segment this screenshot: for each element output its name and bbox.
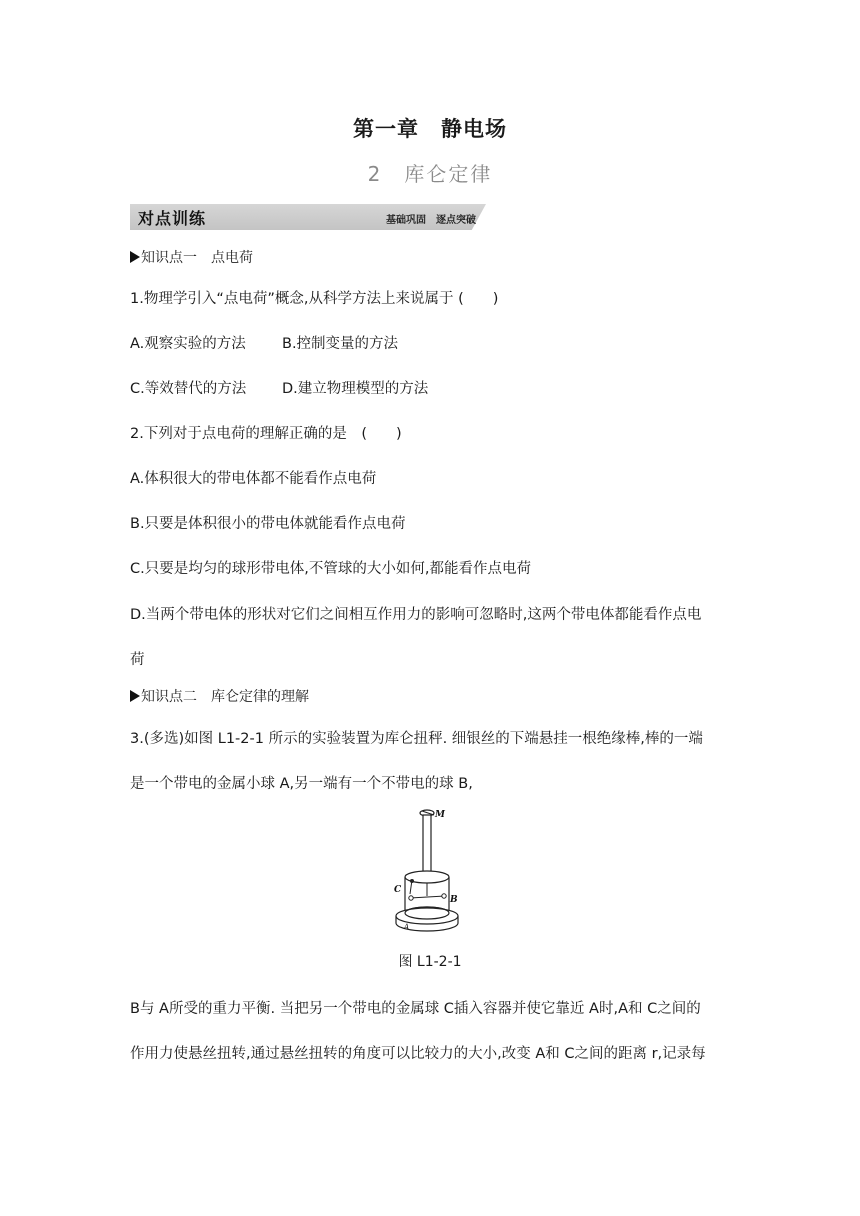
question-3-line3: B与 A所受的重力平衡. 当把另一个带电的金属球 C插入容器并使它靠近 A时,A和 C之间的 <box>130 1001 701 1017</box>
label-m: M <box>435 810 445 820</box>
coulomb-torsion-balance-figure <box>390 806 465 936</box>
chapter-title: 第一章 静电场 <box>353 117 507 141</box>
knowledge-point-2 <box>130 686 309 706</box>
question-2-stem: 2.下列对于点电荷的理解正确的是 ( ) <box>130 426 402 442</box>
question-1-option-b: B.控制变量的方法 <box>282 336 399 352</box>
banner-title: 对点训练 <box>138 209 207 228</box>
question-2-option-d-line1: D.当两个带电体的形状对它们之间相互作用力的影响可忽略时,这两个带电体都能看作点电 <box>130 607 702 623</box>
question-1-stem: 1.物理学引入“点电荷”概念,从科学方法上来说属于 ( ) <box>130 291 499 307</box>
question-2-option-b: B.只要是体积很小的带电体就能看作点电荷 <box>130 516 406 532</box>
knowledge-point-label: 知识点二 库仑定律的理解 <box>141 689 309 705</box>
triangle-bullet-icon <box>130 690 140 702</box>
question-3-line1: 3.(多选)如图 L1-2-1 所示的实验装置为库仑扭秤. 细银丝的下端悬挂一根绝缘棒,棒的一端 <box>130 731 703 747</box>
label-b: B <box>450 895 458 905</box>
knowledge-point-label: 知识点一 点电荷 <box>141 250 253 266</box>
question-2-option-d-line2: 荷 <box>130 652 145 668</box>
question-2-option-c: C.只要是均匀的球形带电体,不管球的大小如何,都能看作点电荷 <box>130 561 531 577</box>
practice-banner <box>130 204 486 230</box>
label-c: C <box>394 885 402 895</box>
question-1-option-d: D.建立物理模型的方法 <box>282 381 429 397</box>
figure-caption: 图 L1-2-1 <box>398 954 462 970</box>
question-3-line4: 作用力使悬丝扭转,通过悬丝扭转的角度可以比较力的大小,改变 A和 C之间的距离 r,记录每 <box>130 1046 706 1062</box>
question-1-option-a: A.观察实验的方法 <box>130 336 246 352</box>
banner-subtitle: 基础巩固 逐点突破 <box>386 215 476 226</box>
knowledge-point-1 <box>130 247 253 267</box>
label-a: A <box>404 923 410 931</box>
question-1-option-c: C.等效替代的方法 <box>130 381 247 397</box>
question-2-option-a: A.体积很大的带电体都不能看作点电荷 <box>130 471 377 487</box>
question-3-line2: 是一个带电的金属小球 A,另一端有一个不带电的球 B, <box>130 776 473 792</box>
triangle-bullet-icon <box>130 251 140 263</box>
section-title: 2 库仑定律 <box>367 162 493 186</box>
